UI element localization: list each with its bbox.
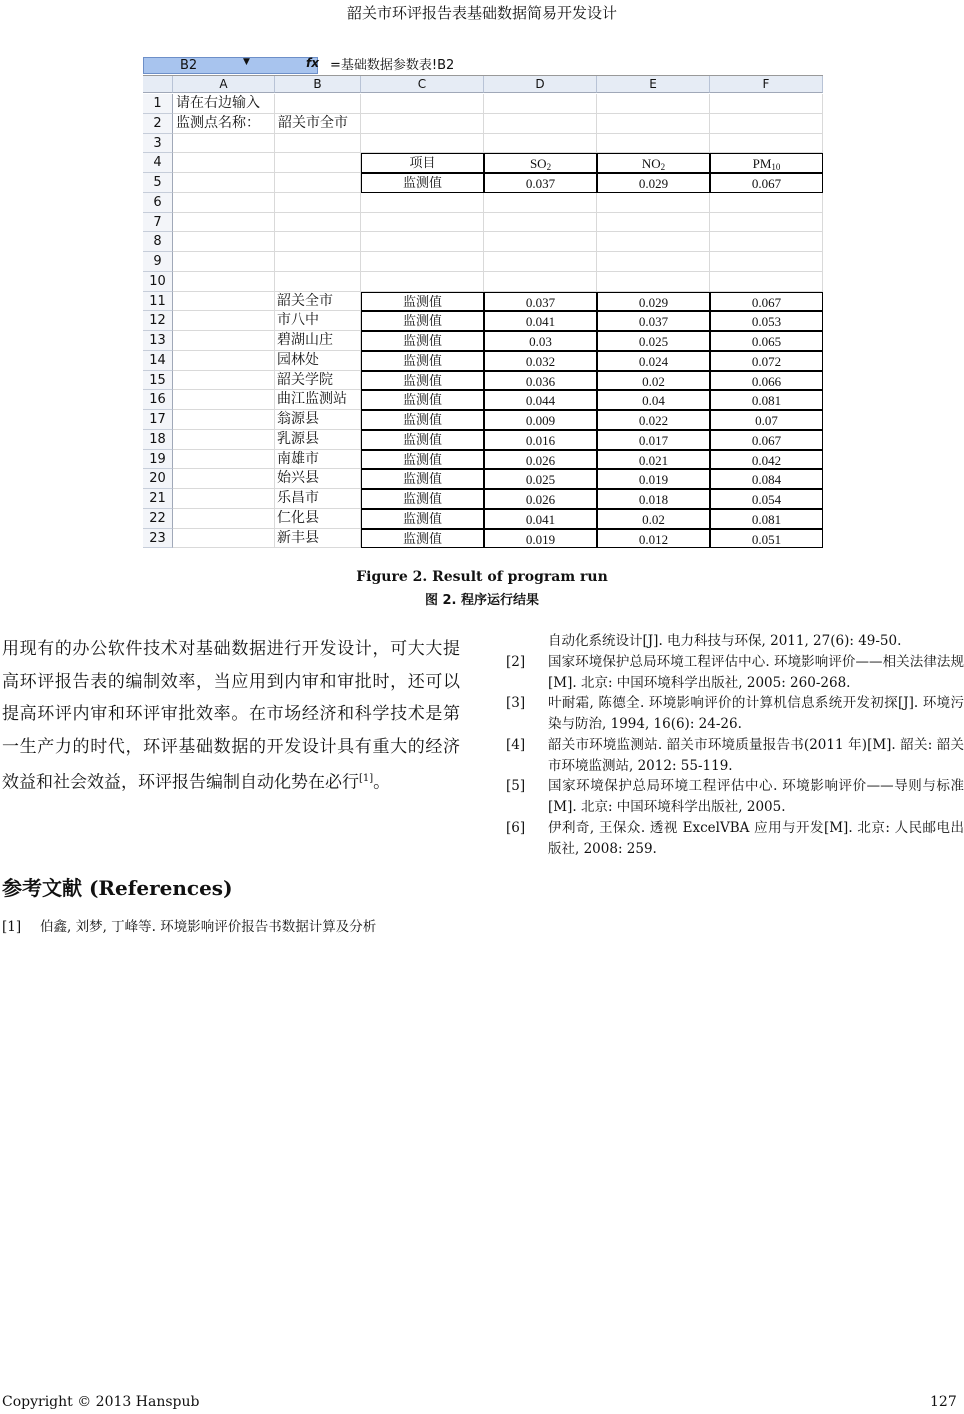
cell-b2[interactable]: 韶关市全市 xyxy=(278,114,348,131)
site-label[interactable]: 监测值 xyxy=(361,469,484,489)
site-label[interactable]: 监测值 xyxy=(361,450,484,470)
cell[interactable] xyxy=(361,252,484,272)
references-title: 参考文献 (References) xyxy=(2,876,233,900)
site-pm10[interactable]: 0.072 xyxy=(710,351,823,371)
row-header[interactable]: 23 xyxy=(143,529,173,549)
site-label[interactable]: 监测值 xyxy=(361,331,484,351)
select-all-corner[interactable] xyxy=(143,76,173,93)
row-header[interactable]: 19 xyxy=(143,450,173,470)
reference-number: [4] xyxy=(506,737,526,753)
row-header[interactable]: 1 xyxy=(143,94,173,114)
site-label[interactable]: 监测值 xyxy=(361,292,484,312)
site-no2[interactable]: 0.024 xyxy=(597,351,710,371)
cell[interactable] xyxy=(597,252,710,272)
row-header[interactable]: 3 xyxy=(143,134,173,154)
column-header[interactable]: D xyxy=(484,76,597,93)
reference-number: [1] xyxy=(2,919,22,935)
row-header[interactable]: 17 xyxy=(143,410,173,430)
site-pm10[interactable]: 0.066 xyxy=(710,371,823,391)
cell[interactable] xyxy=(275,153,361,173)
row-header[interactable]: 10 xyxy=(143,272,173,292)
cell-a2[interactable]: 监测点名称： xyxy=(176,114,260,131)
cell[interactable] xyxy=(275,193,361,213)
site-no2[interactable]: 0.025 xyxy=(597,331,710,351)
row-header[interactable]: 14 xyxy=(143,351,173,371)
cell[interactable] xyxy=(275,213,361,233)
row-header[interactable]: 7 xyxy=(143,213,173,233)
site-name[interactable]: 翁源县 xyxy=(277,411,319,427)
no2-label: NO xyxy=(641,156,661,172)
reference-item xyxy=(506,693,964,734)
table-header-so2 xyxy=(484,153,597,173)
cell[interactable] xyxy=(597,272,710,292)
site-no2[interactable]: 0.019 xyxy=(597,469,710,489)
cell[interactable] xyxy=(173,311,275,331)
cell[interactable] xyxy=(710,213,823,233)
formula-bar xyxy=(143,56,823,76)
name-box[interactable]: B2 xyxy=(143,57,318,74)
cell[interactable] xyxy=(361,114,484,134)
cell[interactable] xyxy=(173,410,275,430)
site-label[interactable]: 监测值 xyxy=(361,529,484,549)
site-so2[interactable]: 0.016 xyxy=(484,430,597,450)
site-label[interactable]: 监测值 xyxy=(361,430,484,450)
row-header[interactable]: 8 xyxy=(143,232,173,252)
pm10-label: PM xyxy=(752,156,772,172)
site-pm10[interactable]: 0.067 xyxy=(710,430,823,450)
site-name[interactable]: 新丰县 xyxy=(277,529,319,546)
row-header[interactable]: 21 xyxy=(143,489,173,509)
site-name[interactable]: 仁化县 xyxy=(277,509,319,526)
cell[interactable] xyxy=(173,213,275,233)
column-header[interactable]: C xyxy=(361,76,484,93)
reference-text: 伯鑫, 刘梦, 丁峰等. 环境影响评价报告书数据计算及分析 xyxy=(40,919,377,935)
row5-pm10[interactable]: 0.067 xyxy=(710,173,823,193)
site-no2[interactable]: 0.018 xyxy=(597,489,710,509)
cell[interactable] xyxy=(484,134,597,154)
reference-item xyxy=(506,818,964,859)
row-header[interactable]: 22 xyxy=(143,509,173,529)
reference-number: [3] xyxy=(506,695,526,711)
cell[interactable] xyxy=(275,173,361,193)
table-header-no2 xyxy=(597,153,710,173)
cell[interactable] xyxy=(484,193,597,213)
reference-item xyxy=(506,631,964,652)
reference-text: 叶耐霜, 陈德全. 环境影响评价的计算机信息系统开发初探[J]. 环境污染与防治, 1994, 16(6): 24-26. xyxy=(548,695,964,732)
row5-label[interactable]: 监测值 xyxy=(361,173,484,193)
row-header[interactable]: 16 xyxy=(143,390,173,410)
row-header[interactable]: 18 xyxy=(143,430,173,450)
site-no2[interactable]: 0.012 xyxy=(597,529,710,549)
reference-item xyxy=(506,776,964,817)
cell[interactable] xyxy=(710,134,823,154)
column-header[interactable]: E xyxy=(597,76,710,93)
cell[interactable] xyxy=(173,509,275,529)
cell[interactable] xyxy=(597,193,710,213)
cell[interactable] xyxy=(597,232,710,252)
reference-item xyxy=(506,652,964,693)
site-so2[interactable]: 0.009 xyxy=(484,410,597,430)
cell[interactable] xyxy=(710,232,823,252)
cell[interactable] xyxy=(173,173,275,193)
row-header[interactable]: 5 xyxy=(143,173,173,193)
cell[interactable] xyxy=(173,232,275,252)
site-name[interactable]: 乳源县 xyxy=(277,430,319,447)
site-no2[interactable]: 0.037 xyxy=(597,311,710,331)
paragraph-text: 用现有的办公软件技术对基础数据进行开发设计，可大大提高环评报告表的编制效率，当应用到内审和审批时，还可以提高环评内审和环评审批效率。在市场经济和科学技术是第一生产力的时代，环评基础数据的开发设计具有重大的经济效益和社会效益，环评报告编制自动化势在必行 xyxy=(2,639,460,793)
site-so2[interactable]: 0.041 xyxy=(484,509,597,529)
running-header: 韶关市环评报告表基础数据简易开发设计 xyxy=(346,4,617,22)
cell[interactable] xyxy=(173,272,275,292)
cell[interactable] xyxy=(361,134,484,154)
figure-caption-zh: 图 2. 程序运行结果 xyxy=(424,593,540,608)
cell[interactable] xyxy=(275,272,361,292)
reference-text: 自动化系统设计[J]. 电力科技与环保, 2011, 27(6): 49-50. xyxy=(548,633,902,649)
reference-text: 国家环境保护总局环境工程评估中心. 环境影响评价——相关法律法规[M]. 北京: 中国环境科学出版社, 2005: 260-268. xyxy=(548,654,964,691)
row-header[interactable]: 13 xyxy=(143,331,173,351)
cell[interactable] xyxy=(173,390,275,410)
cell[interactable] xyxy=(361,213,484,233)
cell[interactable] xyxy=(361,193,484,213)
site-label[interactable]: 监测值 xyxy=(361,371,484,391)
row-header[interactable]: 2 xyxy=(143,114,173,134)
site-pm10[interactable]: 0.081 xyxy=(710,509,823,529)
reference-text: 伊利奇, 王保众. 透视 ExcelVBA 应用与开发[M]. 北京: 人民邮电出版社, 2008: 259. xyxy=(548,820,964,857)
site-name[interactable]: 碧湖山庄 xyxy=(277,332,333,348)
figure-caption-en: Figure 2. Result of program run xyxy=(356,569,608,585)
reference-number: [6] xyxy=(506,820,526,836)
cell[interactable] xyxy=(597,94,710,114)
cell[interactable] xyxy=(173,469,275,489)
cell[interactable] xyxy=(710,193,823,213)
cell[interactable] xyxy=(173,292,275,312)
cell[interactable] xyxy=(361,94,484,114)
cell[interactable] xyxy=(484,252,597,272)
column-header[interactable]: B xyxy=(275,76,361,93)
row5-so2[interactable]: 0.037 xyxy=(484,173,597,193)
site-name[interactable]: 乐昌市 xyxy=(277,490,319,506)
row-header[interactable]: 11 xyxy=(143,292,173,312)
site-name[interactable]: 始兴县 xyxy=(277,470,319,487)
row-header[interactable]: 20 xyxy=(143,469,173,489)
body-paragraph xyxy=(2,633,460,799)
site-pm10[interactable]: 0.053 xyxy=(710,311,823,331)
cell-a1[interactable]: 请在右边输入 xyxy=(176,95,260,111)
formula-input[interactable]: =基础数据参数表!B2 xyxy=(330,58,455,73)
cell[interactable] xyxy=(173,331,275,351)
reference-item xyxy=(506,735,964,776)
site-pm10[interactable]: 0.084 xyxy=(710,469,823,489)
site-so2[interactable]: 0.026 xyxy=(484,489,597,509)
cell[interactable] xyxy=(173,252,275,272)
site-so2[interactable]: 0.025 xyxy=(484,469,597,489)
spreadsheet-screenshot xyxy=(143,56,823,551)
cell[interactable] xyxy=(484,94,597,114)
cell[interactable] xyxy=(173,153,275,173)
row-header[interactable]: 9 xyxy=(143,252,173,272)
table-header-pm10 xyxy=(710,153,823,173)
cell[interactable] xyxy=(597,114,710,134)
site-pm10[interactable]: 0.07 xyxy=(710,410,823,430)
fx-icon[interactable]: fx xyxy=(306,56,319,70)
cell[interactable] xyxy=(275,134,361,154)
citation[interactable]: [1] xyxy=(359,773,374,784)
cell[interactable] xyxy=(275,232,361,252)
site-pm10[interactable]: 0.051 xyxy=(710,529,823,549)
cell[interactable] xyxy=(173,529,275,549)
site-so2[interactable]: 0.03 xyxy=(484,331,597,351)
site-pm10[interactable]: 0.042 xyxy=(710,450,823,470)
site-label[interactable]: 监测值 xyxy=(361,410,484,430)
site-name[interactable]: 韶关全市 xyxy=(277,292,333,309)
site-so2[interactable]: 0.036 xyxy=(484,371,597,391)
site-name[interactable]: 市八中 xyxy=(277,312,319,329)
cell[interactable] xyxy=(173,134,275,154)
cell[interactable] xyxy=(484,272,597,292)
cell[interactable] xyxy=(361,232,484,252)
no2-subscript: 2 xyxy=(660,162,666,173)
site-label[interactable]: 监测值 xyxy=(361,509,484,529)
table-header-item: 项目 xyxy=(361,153,484,173)
site-so2[interactable]: 0.026 xyxy=(484,450,597,470)
so2-subscript: 2 xyxy=(546,162,552,173)
paragraph-end: 。 xyxy=(373,772,391,793)
cell[interactable] xyxy=(484,213,597,233)
site-name[interactable]: 韶关学院 xyxy=(277,371,333,388)
cell[interactable] xyxy=(484,114,597,134)
so2-label: SO xyxy=(529,156,547,172)
site-pm10[interactable]: 0.054 xyxy=(710,489,823,509)
copyright: Copyright © 2013 Hanspub xyxy=(2,1394,200,1410)
site-pm10[interactable]: 0.067 xyxy=(710,292,823,312)
site-no2[interactable]: 0.029 xyxy=(597,292,710,312)
column-header[interactable]: F xyxy=(710,76,823,93)
reference-text: 国家环境保护总局环境工程评估中心. 环境影响评价——导则与标准[M]. 北京: 中国环境科学出版社, 2005. xyxy=(548,778,964,815)
site-label[interactable]: 监测值 xyxy=(361,390,484,410)
cell[interactable] xyxy=(710,114,823,134)
cell[interactable] xyxy=(173,430,275,450)
cell[interactable] xyxy=(275,252,361,272)
cell[interactable] xyxy=(173,450,275,470)
site-so2[interactable]: 0.041 xyxy=(484,311,597,331)
site-no2[interactable]: 0.021 xyxy=(597,450,710,470)
row5-no2[interactable]: 0.029 xyxy=(597,173,710,193)
site-so2[interactable]: 0.044 xyxy=(484,390,597,410)
site-so2[interactable]: 0.032 xyxy=(484,351,597,371)
cell[interactable] xyxy=(173,351,275,371)
cell[interactable] xyxy=(710,94,823,114)
cell[interactable] xyxy=(361,272,484,292)
cell[interactable] xyxy=(710,252,823,272)
site-label[interactable]: 监测值 xyxy=(361,351,484,371)
row-header[interactable]: 4 xyxy=(143,153,173,173)
cell[interactable] xyxy=(597,213,710,233)
reference-item xyxy=(2,917,460,938)
site-name[interactable]: 曲江监测站 xyxy=(277,391,347,408)
reference-number: [2] xyxy=(506,654,526,670)
dropdown-arrow-icon[interactable]: ▼ xyxy=(243,57,250,67)
cell[interactable] xyxy=(597,134,710,154)
site-pm10[interactable]: 0.065 xyxy=(710,331,823,351)
row-header[interactable]: 6 xyxy=(143,193,173,213)
site-no2[interactable]: 0.04 xyxy=(597,390,710,410)
site-no2[interactable]: 0.017 xyxy=(597,430,710,450)
site-no2[interactable]: 0.022 xyxy=(597,410,710,430)
reference-text: 韶关市环境监测站. 韶关市环境质量报告书(2011 年)[M]. 韶关: 韶关市环境监测站, 2012: 55-119. xyxy=(548,737,964,774)
cell[interactable] xyxy=(173,371,275,391)
cell[interactable] xyxy=(173,489,275,509)
cell[interactable] xyxy=(484,232,597,252)
page-number: 127 xyxy=(930,1394,957,1410)
site-so2[interactable]: 0.037 xyxy=(484,292,597,312)
reference-number: [5] xyxy=(506,778,526,794)
site-so2[interactable]: 0.019 xyxy=(484,529,597,549)
row-header[interactable]: 15 xyxy=(143,371,173,391)
site-name[interactable]: 园林处 xyxy=(277,351,319,368)
pm10-subscript: 10 xyxy=(771,162,781,173)
cell[interactable] xyxy=(710,272,823,292)
site-no2[interactable]: 0.02 xyxy=(597,371,710,391)
cell[interactable] xyxy=(173,193,275,213)
site-pm10[interactable]: 0.081 xyxy=(710,390,823,410)
column-header[interactable]: A xyxy=(173,76,275,93)
site-no2[interactable]: 0.02 xyxy=(597,509,710,529)
site-name[interactable]: 南雄市 xyxy=(277,450,319,467)
site-label[interactable]: 监测值 xyxy=(361,489,484,509)
site-label[interactable]: 监测值 xyxy=(361,311,484,331)
row-header[interactable]: 12 xyxy=(143,311,173,331)
